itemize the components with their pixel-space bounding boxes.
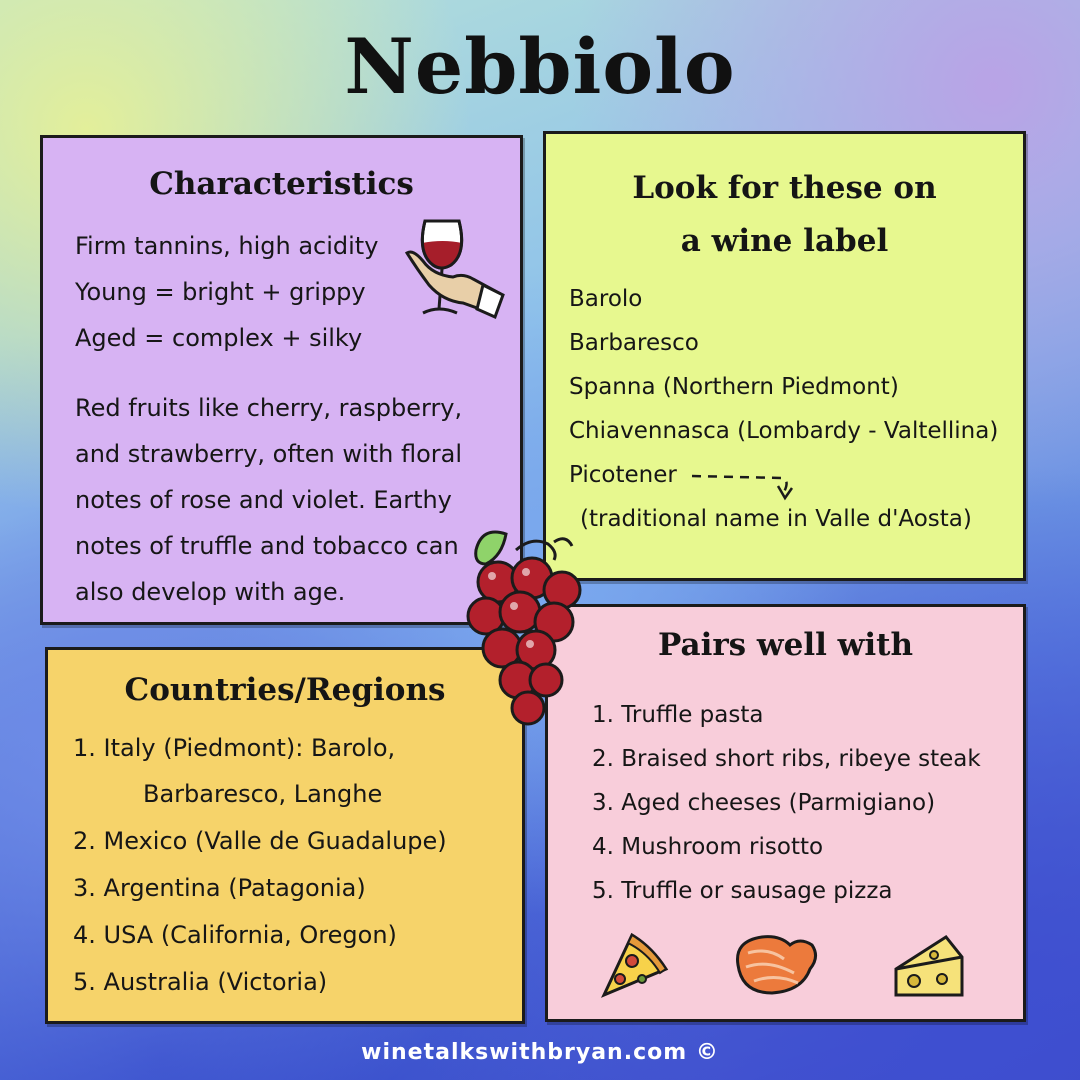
wine-glass-hand-icon <box>403 213 508 328</box>
dashed-arrow-icon <box>686 462 796 510</box>
regions-heading: Countries/Regions <box>124 672 446 708</box>
wine-label-item: Barbaresco <box>569 330 699 356</box>
characteristics-description-line: also develop with age. <box>75 578 346 606</box>
wine-label-heading-line1: Look for these on <box>632 170 937 206</box>
characteristics-heading: Characteristics <box>149 166 414 202</box>
wine-label-item: Spanna (Northern Piedmont) <box>569 374 899 400</box>
wine-label-item: Barolo <box>569 286 643 312</box>
pizza-icon <box>596 927 672 1003</box>
characteristics-description-line: notes of rose and violet. Earthy <box>75 486 452 514</box>
region-item: 2. Mexico (Valle de Guadalupe) <box>73 827 447 855</box>
wine-label-note: (traditional name in Valle d'Aosta) <box>580 506 972 532</box>
characteristics-description-line: notes of truffle and tobacco can <box>75 532 459 560</box>
wine-label-heading-line2: a wine label <box>680 223 889 259</box>
region-item: 3. Argentina (Patagonia) <box>73 874 366 902</box>
page-title: Nebbiolo <box>344 22 736 111</box>
grape-bunch-icon <box>462 520 592 730</box>
wine-label-item: Chiavennasca (Lombardy - Valtellina) <box>569 418 999 444</box>
characteristics-line: Young = bright + grippy <box>75 278 366 306</box>
pairing-item: 2. Braised short ribs, ribeye steak <box>592 746 981 772</box>
pairing-item: 1. Truffle pasta <box>592 702 764 728</box>
characteristics-card <box>40 135 523 625</box>
characteristics-line: Aged = complex + silky <box>75 324 363 352</box>
pairing-item: 4. Mushroom risotto <box>592 834 824 860</box>
region-item: 1. Italy (Piedmont): Barolo, <box>73 734 396 762</box>
characteristics-line: Firm tannins, high acidity <box>75 232 379 260</box>
footer-credit: winetalkswithbryan.com © <box>361 1040 719 1065</box>
steak-icon <box>728 929 822 1001</box>
characteristics-description-line: and strawberry, often with floral <box>75 440 462 468</box>
wine-label-item: Picotener <box>569 462 677 488</box>
wine-label-heading <box>546 162 1023 268</box>
characteristics-description-line: Red fruits like cherry, raspberry, <box>75 394 463 422</box>
region-item: 5. Australia (Victoria) <box>73 968 328 996</box>
pairs-heading: Pairs well with <box>658 627 913 663</box>
pairs-card <box>545 604 1026 1022</box>
pairing-item: 3. Aged cheeses (Parmigiano) <box>592 790 936 816</box>
region-item: 4. USA (California, Oregon) <box>73 921 397 949</box>
cheese-icon <box>890 929 970 1001</box>
region-item: Barbaresco, Langhe <box>143 780 383 808</box>
pairing-item: 5. Truffle or sausage pizza <box>592 878 893 904</box>
regions-card <box>45 647 525 1024</box>
wine-label-card <box>543 131 1026 581</box>
